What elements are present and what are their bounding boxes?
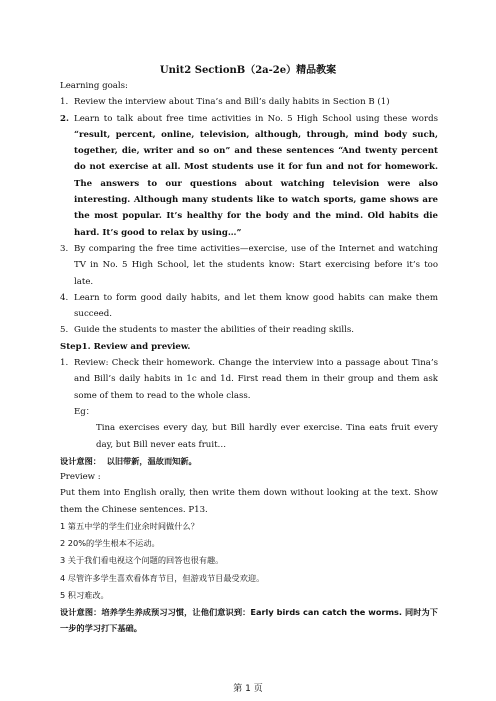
review-text: Review: Check their homework. Change the interview into a passage about Tina’s and Bill’s daily habits in 1c and 1d. First read them in their group and them ask some of them to read to the whole class. xyxy=(74,358,438,401)
goal-number: 2. xyxy=(60,113,69,124)
cn-sentence-1: 1 第五中学的学生们业余时间做什么？ xyxy=(60,521,199,532)
learning-goals-label: Learning goals: xyxy=(60,81,128,91)
goal-item-5 xyxy=(60,322,438,338)
step1-heading: Step1. Review and preview. xyxy=(60,341,191,352)
goal-number: 5. xyxy=(60,325,69,336)
design-intent-label: 设计意图： xyxy=(60,455,101,466)
cn-sentence-5: 5 积习难改。 xyxy=(60,589,109,600)
goal-number: 3. xyxy=(60,243,69,254)
cn-sentence-2: 2 20%的学生根本不运动。 xyxy=(60,538,160,549)
example-text: Tina exercises every day, but Bill hardly ever exercise. Tina eats fruit every day, but Bill never eats fruit… xyxy=(96,423,438,450)
review-number: 1. xyxy=(60,358,69,369)
goal-item-3 xyxy=(60,241,438,290)
goal-text: Learn to form good daily habits, and let them know good habits can make them succeed. xyxy=(74,292,438,320)
goal-text: Review the interview about Tina’s and Bill’s daily habits in Section B (1) xyxy=(74,97,390,108)
goal-text-plain: Learn to talk about free time activities in No. 5 High School using these words xyxy=(74,113,438,124)
goal-text-bold: “result, percent, online, television, although, through, mind body such, together, die, writer and so on” and these sentences “And twenty percent do not exercise at all. Most students use it for fun and not for homework. The answers to our questions about watching television were also interesting. Although many students like to watch sports, game shows are the most popular. It’s healthy for the body and the mind. Old habits die hard. It’s good to relax by using…” xyxy=(74,129,438,238)
cn-sentence-4: 4 尽管许多学生喜欢看体育节目，但游戏节目最受欢迎。 xyxy=(60,572,265,583)
goal-item-2 xyxy=(60,111,438,241)
design-intent-2 xyxy=(60,604,438,637)
preview-text: Put them into English orally, then write them down without looking at the text. Show them the Chinese sentences. P13. xyxy=(60,488,438,515)
design-intent-text: 培养学生养成预习习惯，让他们意识到：Early birds can catch the worms. 同时为下一步的学习打下基础。 xyxy=(60,607,438,634)
design-intent-text: 以旧带新，温故而知新。 xyxy=(106,455,197,466)
goal-item-1 xyxy=(60,94,438,110)
cn-sentence-3: 3 关于我们看电视这个问题的回答也很有趣。 xyxy=(60,555,224,566)
goal-number: 1. xyxy=(60,97,69,108)
design-intent-label: 设计意图： xyxy=(60,607,102,618)
goal-text: By comparing the free time activities—exercise, use of the Internet and watching TV in No. 5 High School, let the students know: Start exercising before it’s too late. xyxy=(74,243,438,287)
document-title: Unit2 SectionB（2a-2e）精品教案 xyxy=(159,65,337,76)
document-body xyxy=(60,78,438,637)
goal-item-4 xyxy=(60,290,438,323)
example-label: Eg： xyxy=(74,406,95,417)
preview-label: Preview : xyxy=(60,472,101,483)
goal-number: 4. xyxy=(60,292,69,303)
review-item xyxy=(60,355,438,404)
goal-text: Guide the students to master the abilities of their reading skills. xyxy=(74,325,355,336)
goal-text xyxy=(74,111,438,241)
page-number: 第 1 页 xyxy=(233,684,263,694)
design-intent-1 xyxy=(60,453,438,469)
